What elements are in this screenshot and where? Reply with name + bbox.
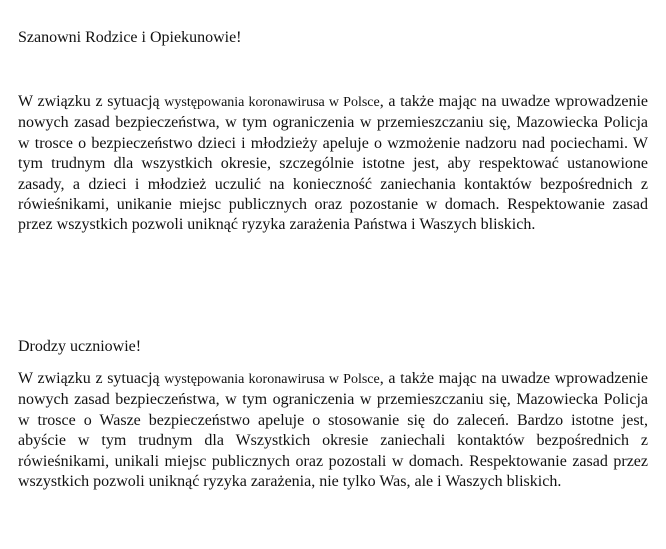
students-paragraph-small-text: występowania koronawirusa w Polsce — [164, 372, 380, 387]
parents-paragraph-small-text: występowania koronawirusa w Polsce — [164, 95, 380, 110]
parents-paragraph-lead: W związku z sytuacją — [18, 93, 165, 110]
students-paragraph-lead: W związku z sytuacją — [18, 370, 165, 387]
students-greeting: Drodzy uczniowie! — [18, 338, 142, 355]
parents-paragraph-rest: , a także mając na uwadze wprowadzenie nowych zasad bezpieczeństwa, w tym ograniczenia w przemieszczaniu się, Mazowiecka Policja w trosce o bezpieczeństwo dzieci i młodzieży apeluje o wzmożenie nadzoru nad pociechami. W tym trudnym dla wszystkich okresie, szczególnie istotne jest, aby respektować ustanowione zasady, a dzieci i młodzież uczulić na konieczność zaniechania kontaktów bezpośrednich z rówieśnikami, unikanie miejsc publicznych oraz pozostanie w domach. Respektowanie zasad przez wszystkich pozwoli uniknąć ryzyka zarażenia Państwa i Waszych bliskich. — [18, 93, 649, 234]
parents-paragraph — [18, 92, 648, 236]
parents-greeting: Szanowni Rodzice i Opiekunowie! — [18, 29, 242, 46]
students-paragraph-rest: , a także mając na uwadze wprowadzenie nowych zasad bezpieczeństwa, w tym ograniczenia w przemieszczaniu się, Mazowiecka Policja w trosce o Wasze bezpieczeństwo apeluje o stosowanie się do zaleceń. Bardzo istotne jest, abyście w tym trudnym dla Wszystkich okresie zaniechali kontaktów bezpośrednich z rówieśnikami, unikali miejsc publicznych oraz pozostali w domach. Respektowanie zasad przez wszystkich pozwoli uniknąć ryzyka zarażenia, nie tylko Was, ale i Waszych bliskich. — [18, 370, 649, 491]
students-paragraph — [18, 369, 648, 492]
